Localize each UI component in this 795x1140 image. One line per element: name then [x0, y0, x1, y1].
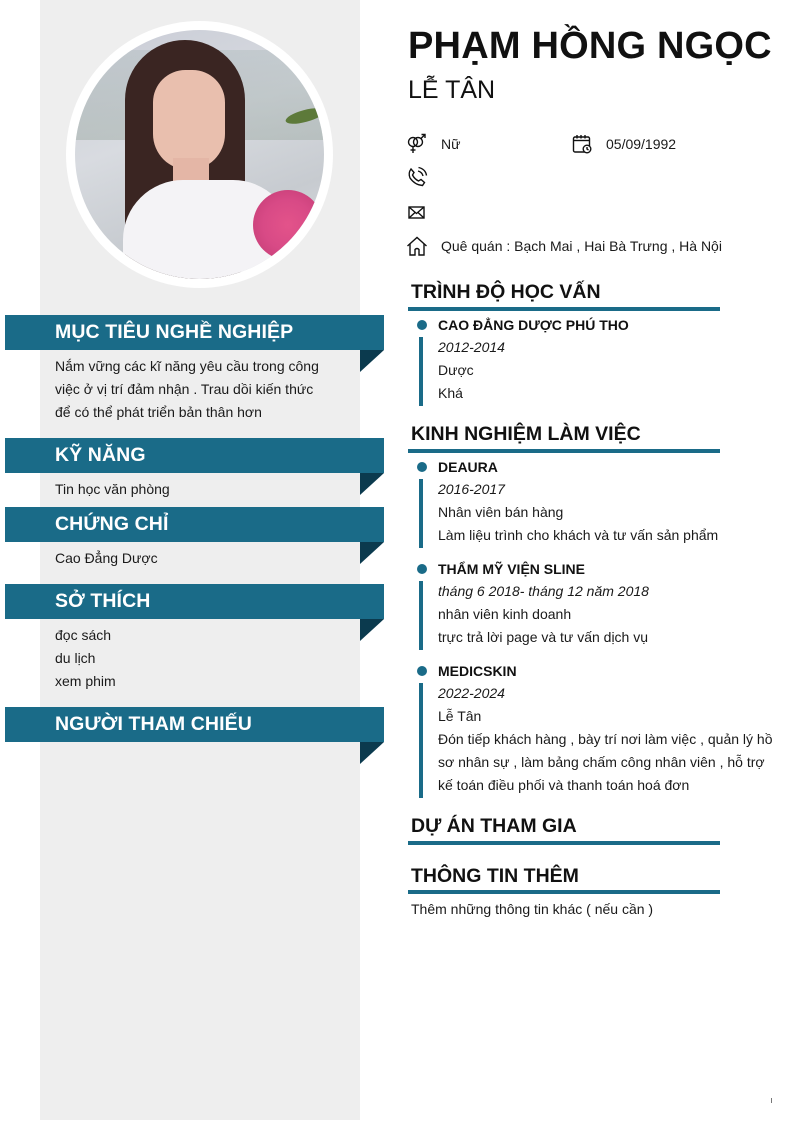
timeline-line: [419, 337, 423, 406]
projects-heading: DỰ ÁN THAM GIA: [411, 815, 577, 837]
experience-description: trực trả lời page và tư vấn dịch vụ: [438, 629, 649, 645]
calendar-icon: [571, 133, 593, 155]
home-icon: [406, 235, 428, 257]
timeline-dot: [417, 462, 427, 472]
objective-fold: [360, 350, 384, 372]
references-heading: NGƯỜI THAM CHIẾU: [5, 707, 384, 742]
experience-position: Nhân viên bán hàng: [438, 504, 564, 520]
hobby-item: du lịch: [55, 650, 96, 666]
experience-period: 2022-2024: [438, 685, 505, 701]
gender-row: [406, 133, 460, 155]
education-period: 2012-2014: [438, 339, 505, 355]
education-major: Dược: [438, 362, 474, 378]
skills-fold: [360, 473, 384, 495]
projects-rule: [408, 841, 720, 845]
additional-rule: [408, 890, 720, 894]
hobbies-heading: SỞ THÍCH: [5, 584, 384, 619]
timeline-line: [419, 581, 423, 650]
references-fold: [360, 742, 384, 764]
address-row: [406, 235, 722, 257]
timeline-dot: [417, 320, 427, 330]
skills-heading: KỸ NĂNG: [5, 438, 384, 473]
experience-rule: [408, 449, 720, 453]
gender-value: Nữ: [441, 136, 461, 152]
hobbies-fold: [360, 619, 384, 641]
phone-icon: [406, 166, 428, 188]
certificates-heading: CHỨNG CHỈ: [5, 507, 384, 542]
hobby-item: đọc sách: [55, 627, 112, 643]
experience-company: THẨM MỸ VIỆN SLINE: [438, 561, 586, 577]
candidate-title: LỄ TÂN: [408, 76, 496, 104]
education-school: CAO ĐẲNG DƯỢC PHÚ THO: [438, 317, 629, 333]
page-mark: [771, 1098, 772, 1103]
experience-description: Làm liệu trình cho khách và tư vấn sản phẩm: [438, 527, 719, 543]
gender-icon: [406, 133, 428, 155]
experience-period: 2016-2017: [438, 481, 505, 497]
experience-position: Lễ Tân: [438, 708, 482, 724]
avatar-photo: [75, 30, 324, 279]
experience-period: tháng 6 2018- tháng 12 năm 2018: [438, 583, 649, 599]
mail-icon: [406, 201, 428, 223]
certificate-item: Cao Đẳng Dược: [55, 550, 158, 566]
experience-heading: KINH NGHIỆM LÀM VIỆC: [411, 423, 641, 445]
timeline-line: [419, 683, 423, 798]
skill-item: Tin học văn phòng: [55, 481, 170, 497]
timeline-dot: [417, 564, 427, 574]
experience-description: Đón tiếp khách hàng , bày trí nơi làm việc , quản lý hồ sơ nhân sự , làm bảng chấm công nhân viên , hỗ trợ kế toán điều phối và thanh toán hoá đơn: [438, 731, 773, 793]
objective-text: Nắm vững các kĩ năng yêu cầu trong công việc ở vị trí đảm nhận . Trau dồi kiến thức để có thể phát triển bản thân hơn: [55, 358, 319, 420]
birthday-value: 05/09/1992: [606, 136, 677, 152]
experience-company: MEDICSKIN: [438, 663, 517, 679]
education-rule: [408, 307, 720, 311]
timeline-line: [419, 479, 423, 548]
hobby-item: xem phim: [55, 673, 116, 689]
phone-row: [406, 166, 441, 188]
additional-text: Thêm những thông tin khác ( nếu cần ): [411, 901, 654, 917]
address-value: Quê quán : Bạch Mai , Hai Bà Trưng , Hà Nội: [441, 238, 722, 254]
birthday-row: [571, 133, 676, 155]
email-row: [406, 201, 441, 223]
education-heading: TRÌNH ĐỘ HỌC VẤN: [411, 281, 601, 303]
additional-heading: THÔNG TIN THÊM: [411, 865, 579, 887]
candidate-name: PHẠM HỒNG NGỌC: [408, 25, 772, 67]
education-grade: Khá: [438, 385, 463, 401]
objective-heading: MỤC TIÊU NGHỀ NGHIỆP: [5, 315, 384, 350]
timeline-dot: [417, 666, 427, 676]
experience-company: DEAURA: [438, 459, 498, 475]
experience-position: nhân viên kinh doanh: [438, 606, 572, 622]
certificates-fold: [360, 542, 384, 564]
